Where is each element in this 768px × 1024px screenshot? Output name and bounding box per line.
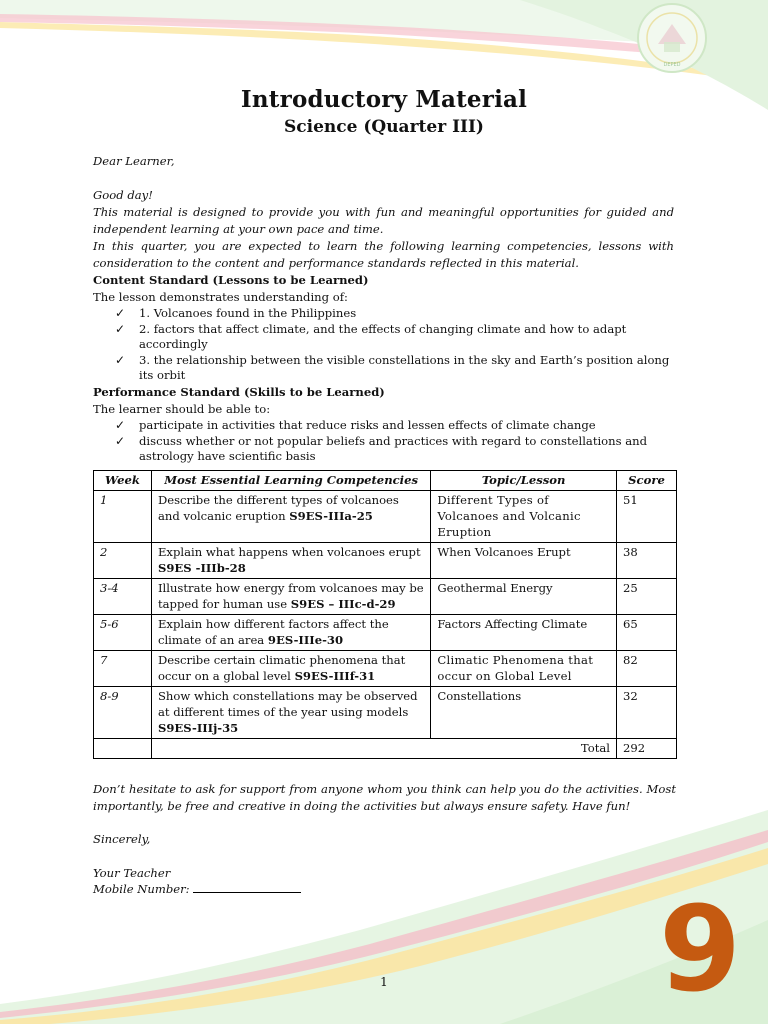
your-teacher: Your Teacher — [93, 865, 171, 880]
list-item: ✓ discuss whether or not popular beliefs and practices with regard to constellations and astrology have scientific basis — [115, 434, 648, 463]
check-icon: ✓ — [115, 322, 126, 336]
cell-week: 2 — [94, 543, 152, 579]
cell-topic: Geothermal Energy — [431, 579, 617, 615]
table-row — [94, 615, 677, 651]
svg-text:DEPED: DEPED — [663, 62, 681, 68]
table-row — [94, 687, 677, 739]
header-week: Week — [94, 471, 152, 491]
cell-topic: When Volcanoes Erupt — [431, 543, 617, 579]
cell-score: 51 — [617, 491, 677, 543]
header-score: Score — [617, 471, 677, 491]
cell-score: 65 — [617, 615, 677, 651]
cell-empty — [94, 739, 152, 759]
closing-paragraph: Don’t hesitate to ask for support from anyone whom you think can help you do the activities. Most importantly, be free and creative in doing the activities but always ensure safety. Have fun! — [93, 782, 676, 813]
table-row — [94, 579, 677, 615]
list-item: ✓ participate in activities that reduce risks and lessen effects of climate change — [115, 418, 596, 432]
cell-week: 8-9 — [94, 687, 152, 739]
letter-body — [93, 153, 674, 465]
cell-score: 32 — [617, 687, 677, 739]
cell-topic: Factors Affecting Climate — [431, 615, 617, 651]
cell-topic: Climatic Phenomena that occur on Global Level — [431, 651, 617, 687]
content-standard-intro: The lesson demonstrates understanding of: — [93, 290, 348, 304]
cell-competency: Describe the different types of volcanoes and volcanic eruption S9ES-IIIa-25 — [151, 491, 430, 543]
table-row — [94, 651, 677, 687]
list-item: ✓ 1. Volcanoes found in the Philippines — [115, 306, 357, 320]
performance-standard-heading: Performance Standard (Skills to be Learned) — [93, 385, 385, 399]
cell-week: 3-4 — [94, 579, 152, 615]
check-icon: ✓ — [115, 353, 126, 367]
sincerely: Sincerely, — [93, 832, 151, 846]
total-value: 292 — [617, 739, 677, 759]
performance-standard-list — [93, 418, 674, 464]
cell-score: 82 — [617, 651, 677, 687]
cell-competency: Illustrate how energy from volcanoes may be tapped for human use S9ES – IIIc-d-29 — [151, 579, 430, 615]
performance-standard-intro: The learner should be able to: — [93, 402, 271, 416]
competencies-table — [93, 470, 677, 759]
cell-competency: Explain what happens when volcanoes erupt S9ES -IIIb-28 — [151, 543, 430, 579]
table-header-row — [94, 471, 677, 491]
list-item: ✓ 2. factors that affect climate, and the effects of changing climate and how to adapt accordingly — [115, 322, 627, 351]
mobile-number-blank[interactable] — [193, 882, 301, 893]
check-icon: ✓ — [115, 418, 126, 432]
cell-week: 5-6 — [94, 615, 152, 651]
table-row — [94, 543, 677, 579]
cell-competency: Describe certain climatic phenomena that occur on a global level S9ES-IIIf-31 — [151, 651, 430, 687]
cell-score: 38 — [617, 543, 677, 579]
competency-code: 9ES-IIIe-30 — [267, 633, 344, 647]
cell-topic: Different Types of Volcanoes and Volcanic Eruption — [431, 491, 617, 543]
competency-code: S9ES -IIIb-28 — [157, 561, 246, 575]
salutation: Dear Learner, — [93, 154, 175, 168]
competency-code: S9ES-IIIj-35 — [157, 721, 239, 735]
header-topic: Topic/Lesson — [431, 471, 617, 491]
content-standard-list — [93, 306, 674, 383]
cell-competency: Explain how different factors affect the climate of an area 9ES-IIIe-30 — [151, 615, 430, 651]
cell-topic: Constellations — [431, 687, 617, 739]
mobile-number-line: Mobile Number: — [93, 881, 676, 898]
total-label: Total — [151, 739, 616, 759]
page-number: 1 — [380, 975, 388, 989]
table-row — [94, 491, 677, 543]
intro-paragraph-1: This material is designed to provide you with fun and meaningful opportunities for guided and independent learning at your own pace and time. — [93, 205, 674, 236]
competency-code: S9ES-IIIf-31 — [294, 669, 376, 683]
cell-competency: Show which constellations may be observed at different times of the year using models S9ES-IIIj-35 — [151, 687, 430, 739]
header-melc: Most Essential Learning Competencies — [151, 471, 430, 491]
greeting: Good day! — [93, 188, 153, 202]
cell-score: 25 — [617, 579, 677, 615]
document-subtitle: Science (Quarter III) — [284, 117, 484, 137]
cell-week: 1 — [94, 491, 152, 543]
check-icon: ✓ — [115, 434, 126, 448]
check-icon: ✓ — [115, 306, 126, 320]
document-title: Introductory Material — [240, 86, 528, 113]
content-standard-heading: Content Standard (Lessons to be Learned) — [93, 273, 369, 287]
competency-code: S9ES – IIIc-d-29 — [290, 597, 396, 611]
closing-section — [93, 781, 676, 898]
cell-week: 7 — [94, 651, 152, 687]
competency-code: S9ES-IIIa-25 — [289, 509, 373, 523]
grade-number: 9 — [658, 880, 742, 1018]
list-item: ✓ 3. the relationship between the visible constellations in the sky and Earth’s position along its orbit — [115, 353, 670, 382]
intro-paragraph-2: In this quarter, you are expected to learn the following learning competencies, lessons with consideration to the content and performance standards reflected in this material. — [93, 239, 674, 270]
table-total-row — [94, 739, 677, 759]
